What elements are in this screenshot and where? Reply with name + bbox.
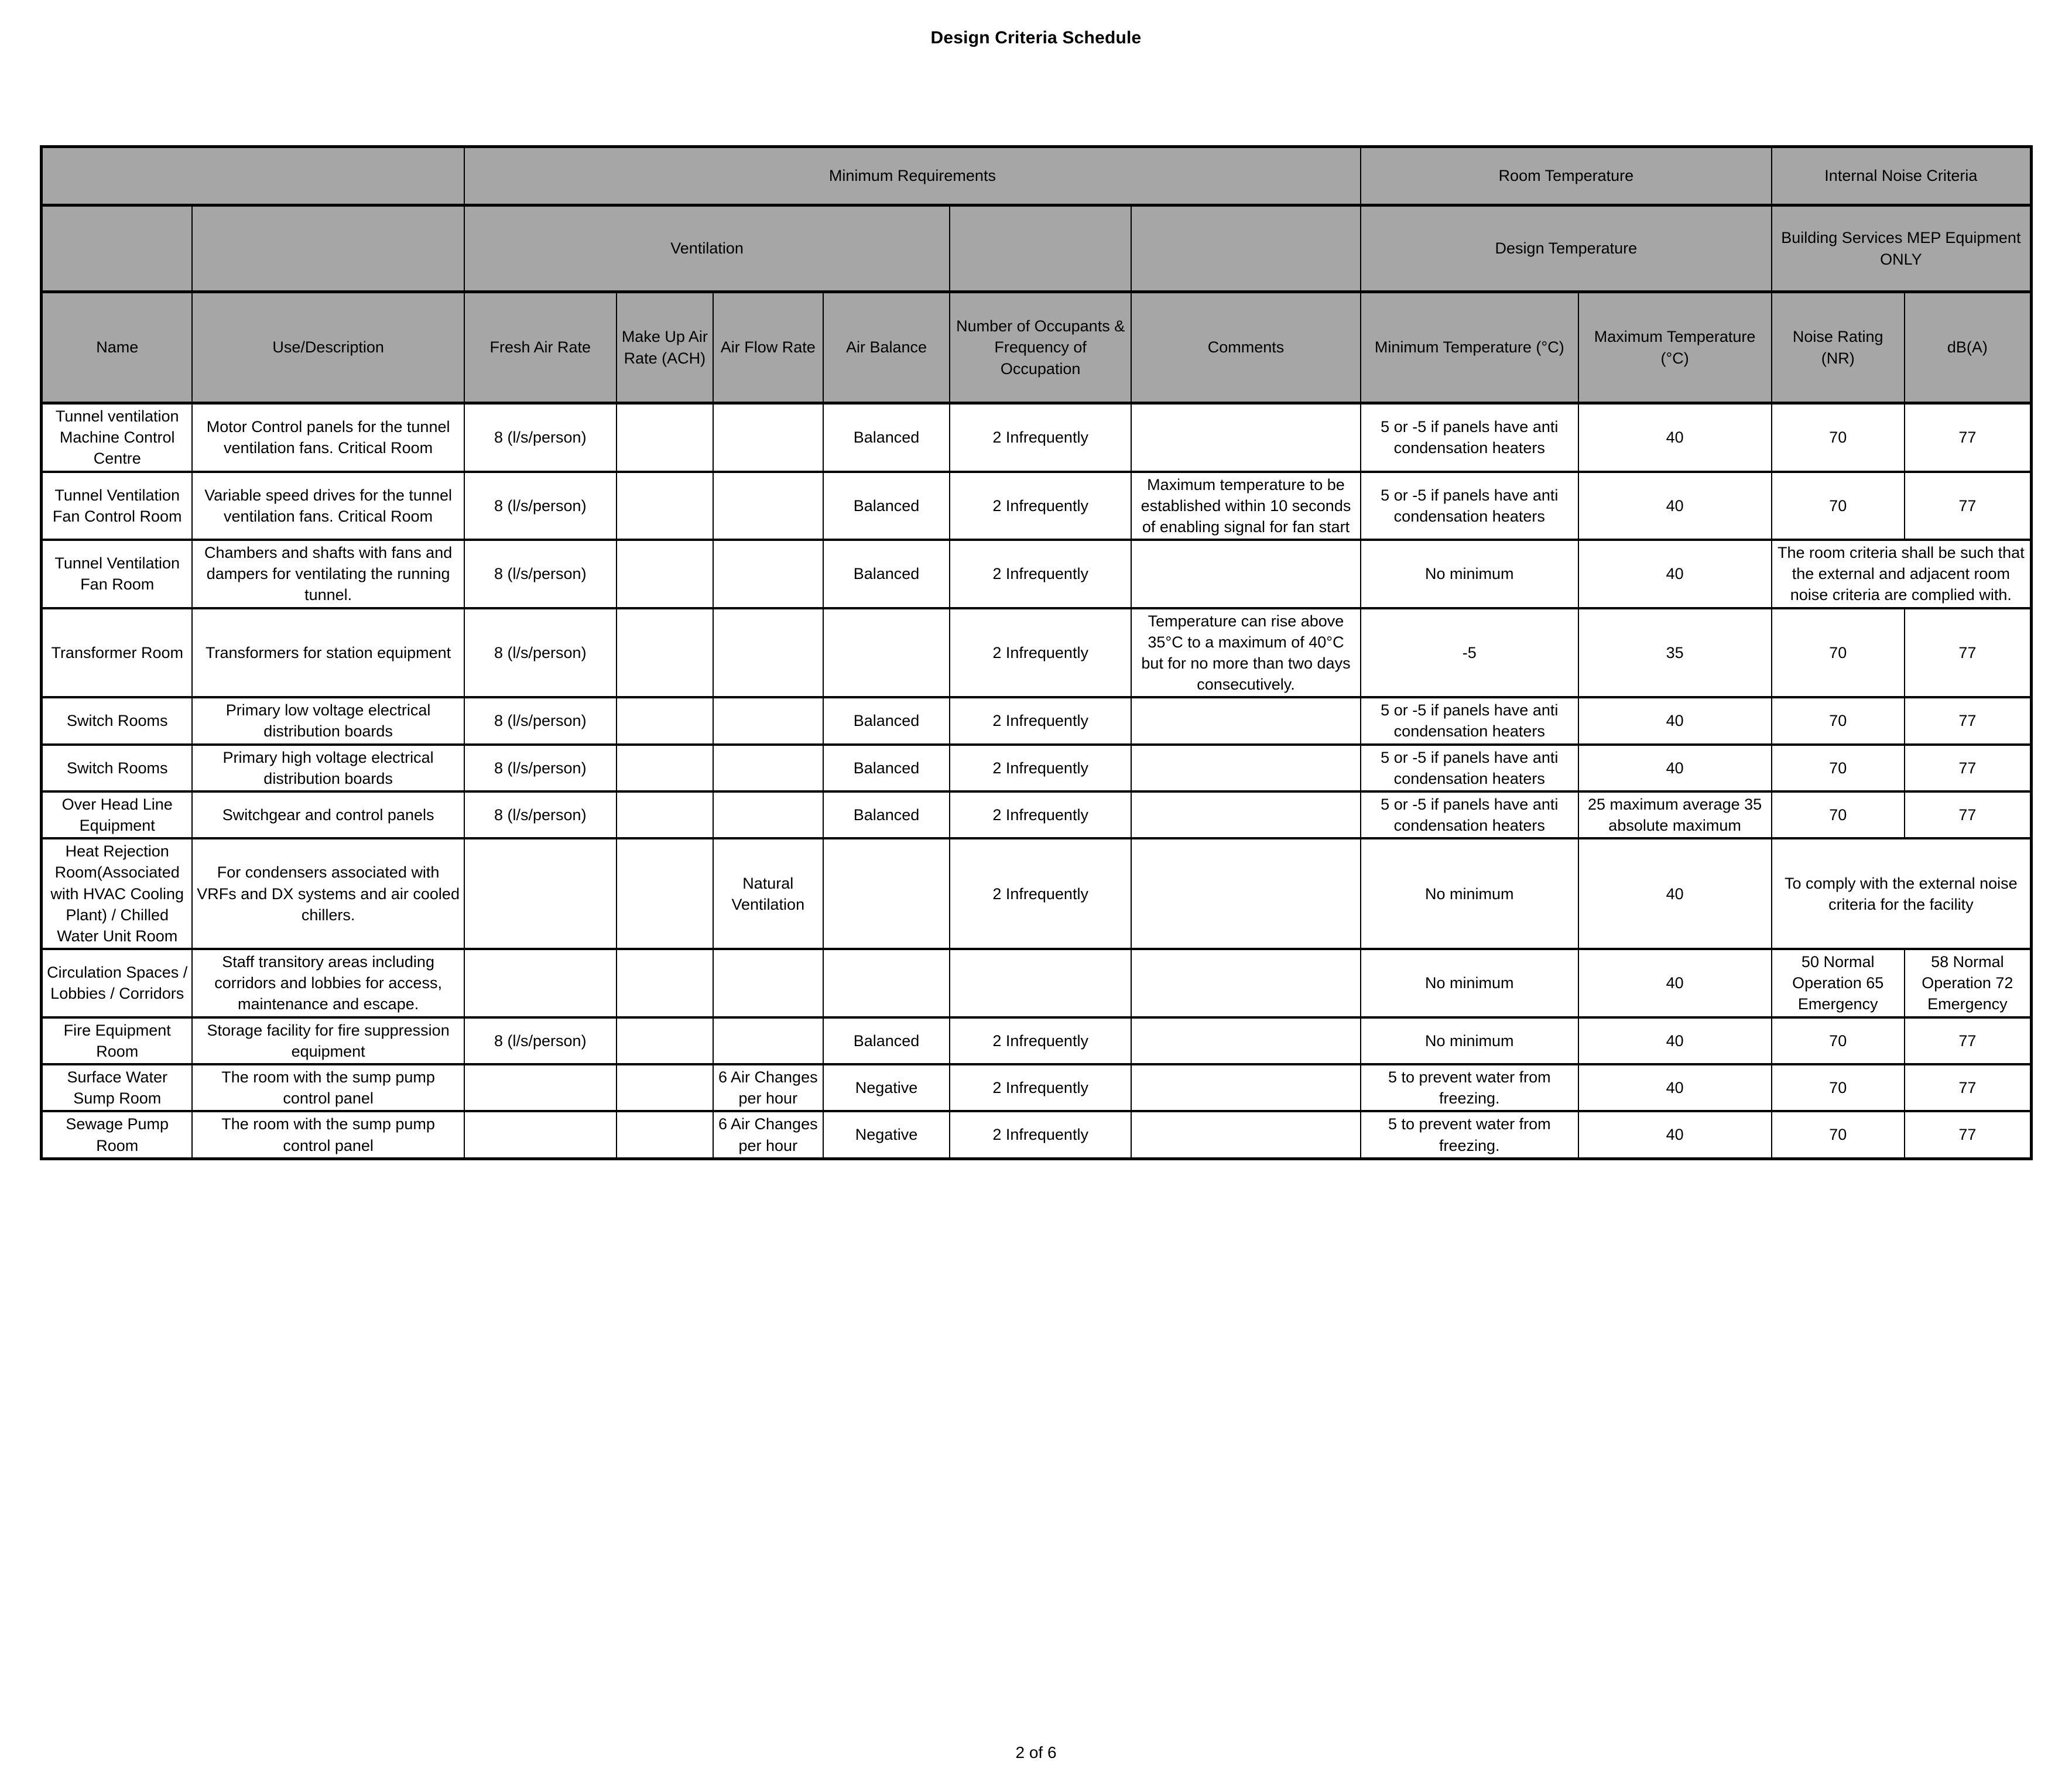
cell-noise-rating: 70	[1772, 745, 1905, 791]
cell-minimum-temperature: 5 or -5 if panels have anti condensation heaters	[1361, 745, 1578, 791]
cell-noise-rating: 70	[1772, 472, 1905, 540]
cell-make-up-air-rate	[617, 403, 713, 472]
cell-comments	[1131, 1017, 1361, 1064]
cell-air-flow-rate	[713, 1017, 823, 1064]
cell-make-up-air-rate	[617, 540, 713, 608]
cell-maximum-temperature: 35	[1578, 608, 1772, 698]
header-subband-row	[42, 205, 2032, 292]
cell-use-description: The room with the sump pump control panel	[192, 1111, 464, 1159]
cell-noise-rating: 70	[1772, 791, 1905, 838]
cell-make-up-air-rate	[617, 1017, 713, 1064]
cell-air-flow-rate	[713, 608, 823, 698]
cell-make-up-air-rate	[617, 608, 713, 698]
cell-noise-rating: 70	[1772, 1064, 1905, 1111]
cell-comments	[1131, 403, 1361, 472]
table-header	[42, 147, 2032, 403]
cell-comments	[1131, 697, 1361, 744]
cell-name: Over Head Line Equipment	[42, 791, 193, 838]
cell-air-flow-rate: 6 Air Changes per hour	[713, 1064, 823, 1111]
cell-maximum-temperature: 40	[1578, 472, 1772, 540]
column-header-occupants: Number of Occupants & Frequency of Occupation	[950, 292, 1131, 403]
cell-fresh-air-rate: 8 (l/s/person)	[464, 540, 617, 608]
column-header-fresh-air-rate: Fresh Air Rate	[464, 292, 617, 403]
document-page	[0, 28, 2072, 1789]
cell-occupants: 2 Infrequently	[950, 403, 1131, 472]
cell-air-balance	[823, 838, 950, 949]
cell-comments: Maximum temperature to be established within 10 seconds of enabling signal for fan start	[1131, 472, 1361, 540]
cell-maximum-temperature: 40	[1578, 745, 1772, 791]
table-row	[42, 838, 2032, 949]
cell-minimum-temperature: 5 or -5 if panels have anti condensation heaters	[1361, 472, 1578, 540]
cell-maximum-temperature: 25 maximum average 35 absolute maximum	[1578, 791, 1772, 838]
cell-dba: 77	[1905, 403, 2032, 472]
cell-use-description: Staff transitory areas including corridors and lobbies for access, maintenance and escape.	[192, 949, 464, 1017]
cell-minimum-temperature: -5	[1361, 608, 1578, 698]
design-criteria-table-wrapper	[40, 145, 2033, 1160]
cell-air-balance: Balanced	[823, 472, 950, 540]
cell-make-up-air-rate	[617, 745, 713, 791]
cell-name: Surface Water Sump Room	[42, 1064, 193, 1111]
cell-use-description: For condensers associated with VRFs and DX systems and air cooled chillers.	[192, 838, 464, 949]
cell-fresh-air-rate: 8 (l/s/person)	[464, 472, 617, 540]
cell-name: Transformer Room	[42, 608, 193, 698]
column-header-make-up-air-rate: Make Up Air Rate (ACH)	[617, 292, 713, 403]
cell-use-description: Switchgear and control panels	[192, 791, 464, 838]
cell-use-description: The room with the sump pump control panel	[192, 1064, 464, 1111]
cell-minimum-temperature: No minimum	[1361, 540, 1578, 608]
header-subband-building-services-mep: Building Services MEP Equipment ONLY	[1772, 205, 2032, 292]
cell-use-description: Storage facility for fire suppression equipment	[192, 1017, 464, 1064]
table-row	[42, 1111, 2032, 1159]
cell-occupants: 2 Infrequently	[950, 791, 1131, 838]
cell-comments	[1131, 791, 1361, 838]
cell-use-description: Motor Control panels for the tunnel ventilation fans. Critical Room	[192, 403, 464, 472]
cell-occupants: 2 Infrequently	[950, 745, 1131, 791]
header-band-row	[42, 147, 2032, 205]
cell-maximum-temperature: 40	[1578, 697, 1772, 744]
cell-dba: 77	[1905, 472, 2032, 540]
cell-dba: 77	[1905, 1111, 2032, 1159]
cell-occupants: 2 Infrequently	[950, 1111, 1131, 1159]
header-subband-blank-comments	[1131, 205, 1361, 292]
cell-noise-rating: 70	[1772, 697, 1905, 744]
table-row	[42, 540, 2032, 608]
cell-comments	[1131, 540, 1361, 608]
column-header-maximum-temperature: Maximum Temperature (°C)	[1578, 292, 1772, 403]
cell-noise-rating: 70	[1772, 1017, 1905, 1064]
cell-dba: 77	[1905, 1017, 2032, 1064]
cell-air-balance: Balanced	[823, 745, 950, 791]
cell-air-flow-rate	[713, 403, 823, 472]
cell-name: Switch Rooms	[42, 697, 193, 744]
cell-air-balance: Negative	[823, 1064, 950, 1111]
cell-make-up-air-rate	[617, 472, 713, 540]
cell-air-flow-rate: 6 Air Changes per hour	[713, 1111, 823, 1159]
cell-name: Fire Equipment Room	[42, 1017, 193, 1064]
table-row	[42, 1064, 2032, 1111]
cell-air-balance: Balanced	[823, 697, 950, 744]
cell-maximum-temperature: 40	[1578, 1064, 1772, 1111]
cell-make-up-air-rate	[617, 697, 713, 744]
cell-fresh-air-rate	[464, 838, 617, 949]
cell-air-balance: Balanced	[823, 540, 950, 608]
cell-air-balance: Balanced	[823, 1017, 950, 1064]
cell-dba: 77	[1905, 1064, 2032, 1111]
table-row	[42, 791, 2032, 838]
column-header-name: Name	[42, 292, 193, 403]
table-row	[42, 949, 2032, 1017]
cell-maximum-temperature: 40	[1578, 949, 1772, 1017]
cell-noise-criteria-merged: The room criteria shall be such that the external and adjacent room noise criteria are complied with.	[1772, 540, 2032, 608]
cell-fresh-air-rate: 8 (l/s/person)	[464, 791, 617, 838]
cell-fresh-air-rate	[464, 1064, 617, 1111]
cell-comments	[1131, 949, 1361, 1017]
cell-minimum-temperature: 5 or -5 if panels have anti condensation heaters	[1361, 697, 1578, 744]
cell-air-balance: Balanced	[823, 791, 950, 838]
cell-comments: Temperature can rise above 35°C to a maximum of 40°C but for no more than two days consecutively.	[1131, 608, 1361, 698]
cell-dba: 77	[1905, 697, 2032, 744]
cell-maximum-temperature: 40	[1578, 838, 1772, 949]
cell-fresh-air-rate: 8 (l/s/person)	[464, 697, 617, 744]
cell-fresh-air-rate	[464, 949, 617, 1017]
cell-comments	[1131, 1064, 1361, 1111]
header-band-blank-left	[42, 147, 464, 205]
cell-dba: 77	[1905, 745, 2032, 791]
cell-air-flow-rate	[713, 745, 823, 791]
cell-name: Tunnel Ventilation Fan Room	[42, 540, 193, 608]
cell-use-description: Primary low voltage electrical distribution boards	[192, 697, 464, 744]
cell-air-balance: Balanced	[823, 403, 950, 472]
cell-minimum-temperature: No minimum	[1361, 838, 1578, 949]
cell-use-description: Primary high voltage electrical distribution boards	[192, 745, 464, 791]
design-criteria-schedule-table	[40, 145, 2033, 1160]
cell-dba: 58 Normal Operation 72 Emergency	[1905, 949, 2032, 1017]
cell-name: Switch Rooms	[42, 745, 193, 791]
cell-noise-criteria-merged: To comply with the external noise criteria for the facility	[1772, 838, 2032, 949]
cell-air-flow-rate	[713, 540, 823, 608]
header-band-internal-noise-criteria: Internal Noise Criteria	[1772, 147, 2032, 205]
cell-maximum-temperature: 40	[1578, 1111, 1772, 1159]
column-header-dba: dB(A)	[1905, 292, 2032, 403]
header-column-row	[42, 292, 2032, 403]
table-row	[42, 745, 2032, 791]
cell-minimum-temperature: No minimum	[1361, 949, 1578, 1017]
header-band-room-temperature: Room Temperature	[1361, 147, 1772, 205]
table-row	[42, 608, 2032, 698]
cell-fresh-air-rate: 8 (l/s/person)	[464, 403, 617, 472]
cell-occupants: 2 Infrequently	[950, 1064, 1131, 1111]
column-header-air-flow-rate: Air Flow Rate	[713, 292, 823, 403]
cell-minimum-temperature: 5 to prevent water from freezing.	[1361, 1064, 1578, 1111]
cell-air-balance	[823, 608, 950, 698]
cell-name: Sewage Pump Room	[42, 1111, 193, 1159]
cell-air-balance	[823, 949, 950, 1017]
cell-minimum-temperature: 5 to prevent water from freezing.	[1361, 1111, 1578, 1159]
cell-fresh-air-rate: 8 (l/s/person)	[464, 1017, 617, 1064]
column-header-noise-rating: Noise Rating (NR)	[1772, 292, 1905, 403]
cell-air-flow-rate: Natural Ventilation	[713, 838, 823, 949]
page-title: Design Criteria Schedule	[930, 28, 1142, 47]
cell-occupants: 2 Infrequently	[950, 472, 1131, 540]
cell-make-up-air-rate	[617, 949, 713, 1017]
cell-fresh-air-rate: 8 (l/s/person)	[464, 608, 617, 698]
cell-name: Heat Rejection Room(Associated with HVAC Cooling Plant) / Chilled Water Unit Room	[42, 838, 193, 949]
cell-occupants: 2 Infrequently	[950, 1017, 1131, 1064]
page-number-footer: 2 of 6	[1015, 1743, 1057, 1761]
header-subband-blank-name	[42, 205, 193, 292]
cell-maximum-temperature: 40	[1578, 540, 1772, 608]
cell-name: Tunnel Ventilation Fan Control Room	[42, 472, 193, 540]
cell-air-flow-rate	[713, 791, 823, 838]
cell-noise-rating: 70	[1772, 608, 1905, 698]
cell-dba: 77	[1905, 791, 2032, 838]
cell-fresh-air-rate: 8 (l/s/person)	[464, 745, 617, 791]
cell-use-description: Variable speed drives for the tunnel ventilation fans. Critical Room	[192, 472, 464, 540]
column-header-comments: Comments	[1131, 292, 1361, 403]
cell-make-up-air-rate	[617, 791, 713, 838]
cell-air-flow-rate	[713, 697, 823, 744]
cell-occupants: 2 Infrequently	[950, 608, 1131, 698]
cell-dba: 77	[1905, 608, 2032, 698]
cell-noise-rating: 70	[1772, 403, 1905, 472]
table-row	[42, 472, 2032, 540]
cell-comments	[1131, 1111, 1361, 1159]
cell-occupants: 2 Infrequently	[950, 697, 1131, 744]
cell-minimum-temperature: 5 or -5 if panels have anti condensation heaters	[1361, 791, 1578, 838]
cell-use-description: Chambers and shafts with fans and dampers for ventilating the running tunnel.	[192, 540, 464, 608]
cell-make-up-air-rate	[617, 1064, 713, 1111]
cell-noise-rating: 70	[1772, 1111, 1905, 1159]
cell-name: Circulation Spaces / Lobbies / Corridors	[42, 949, 193, 1017]
header-subband-blank-desc	[192, 205, 464, 292]
cell-fresh-air-rate	[464, 1111, 617, 1159]
cell-air-flow-rate	[713, 949, 823, 1017]
column-header-use-description: Use/Description	[192, 292, 464, 403]
table-row	[42, 1017, 2032, 1064]
column-header-air-balance: Air Balance	[823, 292, 950, 403]
column-header-minimum-temperature: Minimum Temperature (°C)	[1361, 292, 1578, 403]
header-subband-design-temperature: Design Temperature	[1361, 205, 1772, 292]
header-subband-blank-occupants	[950, 205, 1131, 292]
table-row	[42, 403, 2032, 472]
cell-make-up-air-rate	[617, 838, 713, 949]
cell-occupants: 2 Infrequently	[950, 838, 1131, 949]
cell-occupants	[950, 949, 1131, 1017]
header-subband-ventilation: Ventilation	[464, 205, 950, 292]
cell-maximum-temperature: 40	[1578, 403, 1772, 472]
cell-minimum-temperature: 5 or -5 if panels have anti condensation heaters	[1361, 403, 1578, 472]
table-body	[42, 403, 2032, 1159]
cell-comments	[1131, 838, 1361, 949]
cell-name: Tunnel ventilation Machine Control Centre	[42, 403, 193, 472]
cell-comments	[1131, 745, 1361, 791]
cell-use-description: Transformers for station equipment	[192, 608, 464, 698]
cell-air-flow-rate	[713, 472, 823, 540]
cell-maximum-temperature: 40	[1578, 1017, 1772, 1064]
table-row	[42, 697, 2032, 744]
cell-occupants: 2 Infrequently	[950, 540, 1131, 608]
cell-noise-rating: 50 Normal Operation 65 Emergency	[1772, 949, 1905, 1017]
cell-make-up-air-rate	[617, 1111, 713, 1159]
cell-air-balance: Negative	[823, 1111, 950, 1159]
header-band-minimum-requirements: Minimum Requirements	[464, 147, 1361, 205]
cell-minimum-temperature: No minimum	[1361, 1017, 1578, 1064]
